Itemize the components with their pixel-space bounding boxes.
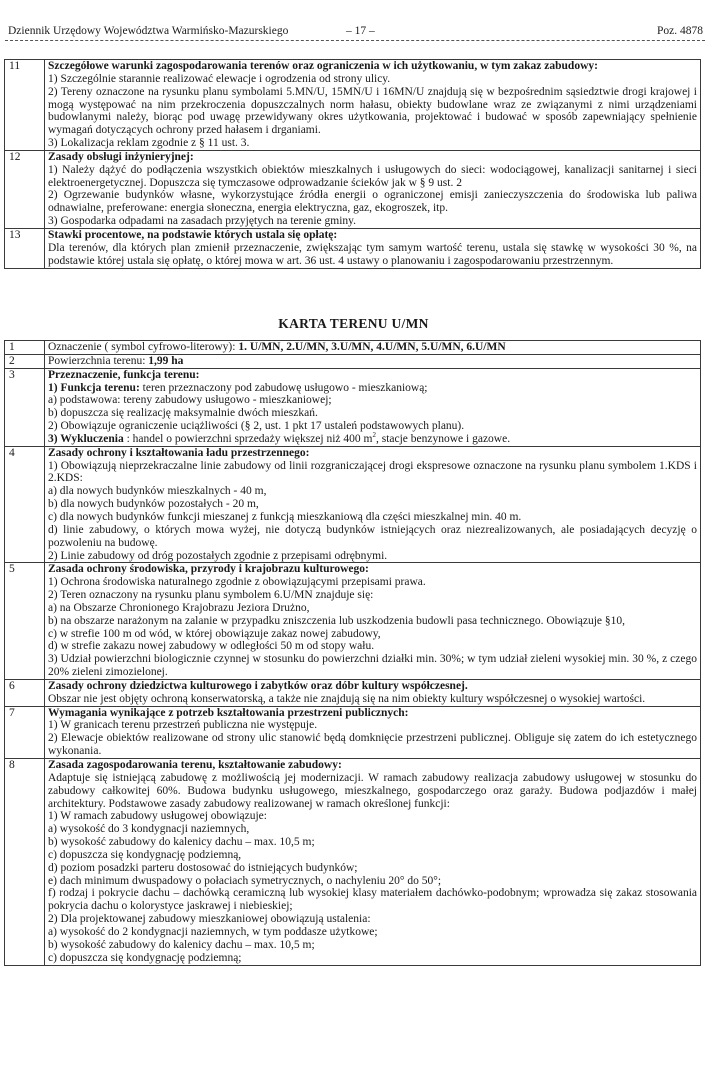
row-title: Wymagania wynikające z potrzeb kształtowania przestrzeni publicznych: <box>48 706 409 719</box>
row-line: f) rodzaj i pokrycie dachu – dachówką ceramiczną lub wysokiej klasy materiałem dachówko-podobnym; wprowadza się zakaz stosowania pokrycia dachu o kolorystyce jaskrawej i niebieskiej; <box>48 887 697 913</box>
row-line: c) w strefie 100 m od wód, w której obowiązuje zakaz nowej zabudowy, <box>48 627 381 640</box>
row-number: 3 <box>5 368 45 446</box>
row-line: Obszar nie jest objęty ochroną konserwatorską, a także nie znajdują się na nim obiekty kultury współczesnej o wysokiej wartości. <box>48 692 646 705</box>
table-row <box>5 706 701 758</box>
row-line: 3) Udział powierzchni biologicznie czynnej w stosunku do powierzchni działki min. 30%; w tym udział zieleni wysokiej min. 30 %, z czego 20% zieleni zimozielonej. <box>48 653 697 679</box>
row-line: 1) W granicach terenu przestrzeń publiczna nie występuje. <box>48 719 318 732</box>
row-line: Dla terenów, dla których plan zmienił przeznaczenie, zwiększając tym samym wartość terenu, ustala się stawkę w wysokości 30 %, na podstawie której ustala się opłatę, o której mowa w art. 36 ust. 4 ustawy o planowaniu i zagospodarowaniu przestrzennym. <box>48 241 697 267</box>
row-line: c) dopuszcza się kondygnację podziemną; <box>48 951 242 964</box>
table-row <box>5 563 701 680</box>
row-title: Stawki procentowe, na podstawie których ustala się opłatę: <box>48 228 338 241</box>
row-line: 1) Należy dążyć do podłączenia wszystkich obiektów mieszkalnych i usługowych do sieci: wodociągowej, kanalizacji sanitarnej i sieci elektroenergetycznej. Dopuszcza się tymczasowe odprowadzanie ścieków jak w § 9 ust. 2 <box>48 163 697 189</box>
row-number: 5 <box>5 563 45 680</box>
row-title: Zasada zagospodarowania terenu, kształtowanie zabudowy: <box>48 759 342 771</box>
section-title: KARTA TERENU U/MN <box>278 316 429 331</box>
row-content <box>45 341 701 355</box>
row-content <box>45 446 701 563</box>
row-line: a) dla nowych budynków mieszkalnych - 40 m, <box>48 485 267 498</box>
row-line: d) linie zabudowy, o których mowa wyżej, nie dotyczą budynków istniejących oraz niezrealizowanych, ale posiadających decyzję o pozwoleniu na budowę. <box>48 523 697 549</box>
table-row <box>5 150 701 228</box>
row-line: a) na Obszarze Chronionego Krajobrazu Jeziora Drużno, <box>48 601 310 614</box>
row-number: 11 <box>5 60 45 151</box>
row-line: b) wysokość zabudowy do kalenicy dachu – max. 10,5 m; <box>48 938 315 951</box>
row-number: 7 <box>5 706 45 758</box>
row-line: Adaptuje się istniejącą zabudowę z możliwością jej modernizacji. W ramach zabudowy realizacja zabudowy usługowej w stosunku do zabudowy całkowitej 60%. Budowa budynku usługowego, mieszkalnego, gospodarczego oraz garaży. Budowa podjazdów i małej architektury. Podstawowe zasady zabudowy realizowanej w ramach określonej funkcji: <box>48 771 697 810</box>
row-content <box>45 679 701 706</box>
row-line: a) wysokość do 2 kondygnacji naziemnych, w tym poddasze użytkowe; <box>48 925 378 938</box>
line-text: , stacje benzynowe i gazowe. <box>375 432 511 445</box>
row-content <box>45 563 701 680</box>
row-line: 2) Elewacje obiektów realizowane od strony ulic stanowić będą domknięcie przestrzeni publicznej. Obliguje się zatem do ich estetycznego wykonania. <box>48 732 697 758</box>
row-number: 6 <box>5 679 45 706</box>
row-number: 4 <box>5 446 45 563</box>
row-number: 8 <box>5 759 45 966</box>
row-number: 13 <box>5 228 45 268</box>
table-row <box>5 228 701 268</box>
table-row <box>5 341 701 355</box>
row-line: b) dopuszcza się realizację maksymalnie dwóch mieszkań. <box>48 407 318 420</box>
row-line: e) dach minimum dwuspadowy o połaciach symetrycznych, o nachyleniu 20° do 50°; <box>48 874 442 887</box>
row-line: 3) Gospodarka odpadami na zasadach przyjętych na terenie gminy. <box>48 215 357 228</box>
row-number: 12 <box>5 150 45 228</box>
row-line: 2) Linie zabudowy od dróg pozostałych zgodnie z przepisami odrębnymi. <box>48 549 388 562</box>
table-row <box>5 759 701 966</box>
row-title: Zasady ochrony dziedzictwa kulturowego i zabytków oraz dóbr kultury współczesnej. <box>48 679 468 692</box>
page-number: – 17 – <box>346 25 375 37</box>
row-line: 1) Ochrona środowiska naturalnego zgodnie z obowiązującymi przepisami prawa. <box>48 576 426 589</box>
row-line: 1) W ramach zabudowy usługowej obowiązuje: <box>48 810 267 823</box>
conditions-table <box>4 59 701 269</box>
line-text: : handel o powierzchni sprzedaży większej niż 400 m <box>123 432 373 445</box>
row-line: 1) Obowiązują nieprzekraczalne linie zabudowy od linii rozgraniczającej drogi ekspresowe oznaczone na rysunku planu symbolem 1.KDS i 2.KDS: <box>48 459 697 485</box>
row-line: 3) Lokalizacja reklam zgodnie z § 11 ust. 3. <box>48 137 250 150</box>
row-line <box>48 382 697 395</box>
row-line: 2) Obowiązuje ograniczenie uciążliwości (§ 2, ust. 1 pkt 17 ustaleń podstawowych planu). <box>48 420 465 433</box>
row-content <box>45 368 701 446</box>
row-line: b) wysokość zabudowy do kalenicy dachu – max. 10,5 m; <box>48 836 315 849</box>
row-content <box>45 706 701 758</box>
row-line: 2) Ogrzewanie budynków własne, wykorzystujące źródła energii o ograniczonej emisji zanieczyszczenia do środowiska lub paliwa odnawialne, preferowane: energia słoneczna, energia elektryczna, gaz, ekogroszek, itp. <box>48 189 697 215</box>
row-content <box>45 354 701 368</box>
superscript: 2 <box>372 431 376 440</box>
row-line: 2) Teren oznaczony na rysunku planu symbolem 6.U/MN znajduje się: <box>48 589 374 602</box>
journal-title: Dziennik Urzędowy Województwa Warmińsko-Mazurskiego <box>8 25 289 37</box>
line-label: 3) Wykluczenia <box>48 432 124 445</box>
table-row <box>5 354 701 368</box>
row-title: Przeznaczenie, funkcja terenu: <box>48 368 200 381</box>
row-line <box>48 433 697 446</box>
table-row <box>5 446 701 563</box>
row-content <box>45 150 701 228</box>
row-line: c) dopuszcza się kondygnację podziemną, <box>48 848 242 861</box>
row-content <box>45 228 701 268</box>
row-content <box>45 60 701 151</box>
row-line: b) na obszarze narażonym na zalanie w przypadku zniszczenia lub uszkodzenia budowli pasa technicznego. Obowiązuje §10, <box>48 614 625 627</box>
row-content <box>45 759 701 966</box>
row-number: 2 <box>5 354 45 368</box>
table-row <box>5 368 701 446</box>
row-value: 1,99 ha <box>148 354 184 367</box>
line-label: 1) Funkcja terenu: <box>48 381 140 394</box>
row-line: c) dla nowych budynków funkcji mieszanej z funkcją mieszkaniową dla części mieszkalnej min. 40 m. <box>48 510 522 523</box>
row-line: a) wysokość do 3 kondygnacji naziemnych, <box>48 823 250 836</box>
line-text: teren przeznaczony pod zabudowę usługowo - mieszkaniową; <box>139 381 428 394</box>
table-row <box>5 679 701 706</box>
row-label: Oznaczenie ( symbol cyfrowo-literowy): <box>48 341 239 353</box>
karta-terenu-table <box>4 340 701 966</box>
row-line: b) dla nowych budynków pozostałych - 20 m, <box>48 498 259 511</box>
row-value: 1. U/MN, 2.U/MN, 3.U/MN, 4.U/MN, 5.U/MN, 6.U/MN <box>238 341 506 353</box>
row-title: Zasady ochrony i kształtowania ładu przestrzennego: <box>48 446 310 459</box>
row-title: Zasady obsługi inżynieryjnej: <box>48 150 194 163</box>
table-row <box>5 60 701 151</box>
row-number: 1 <box>5 341 45 355</box>
row-title: Szczegółowe warunki zagospodarowania terenów oraz ograniczenia w ich użytkowaniu, w tym zakaz zabudowy: <box>48 60 598 72</box>
row-line: a) podstawowa: tereny zabudowy usługowo - mieszkaniowej; <box>48 394 332 407</box>
page-header <box>8 25 707 45</box>
row-line: 1) Szczególnie starannie realizować elewacje i ogrodzenia od strony ulicy. <box>48 72 391 85</box>
row-line: d) poziom posadzki parteru dostosować do istniejących budynków; <box>48 861 358 874</box>
position-number: Poz. 4878 <box>657 25 703 37</box>
row-label: Powierzchnia terenu: <box>48 354 149 367</box>
row-title: Zasada ochrony środowiska, przyrody i krajobrazu kulturowego: <box>48 563 369 576</box>
row-line: 2) Tereny oznaczone na rysunku planu symbolami 5.MN/U, 15MN/U i 16MN/U znajdują się w bezpośrednim sąsiedztwie drogi krajowej i mogą występować na nim przekroczenia dopuszczalnych norm hałasu, obiekty budowlane wraz ze związanymi z nimi urządzeniami budowlanymi należy, biorąc pod uwagę przewidywany okres użytkowania, projektować i budować w sposób zapewniający spełnienie wymagań dotyczących ochrony przed hałasem i drganiami. <box>48 85 697 137</box>
row-line: 2) Dla projektowanej zabudowy mieszkaniowej obowiązują ustalenia: <box>48 913 371 926</box>
header-divider <box>5 40 705 41</box>
row-line: d) w strefie zakazu nowej zabudowy w odległości 50 m od stopy wału. <box>48 640 375 653</box>
